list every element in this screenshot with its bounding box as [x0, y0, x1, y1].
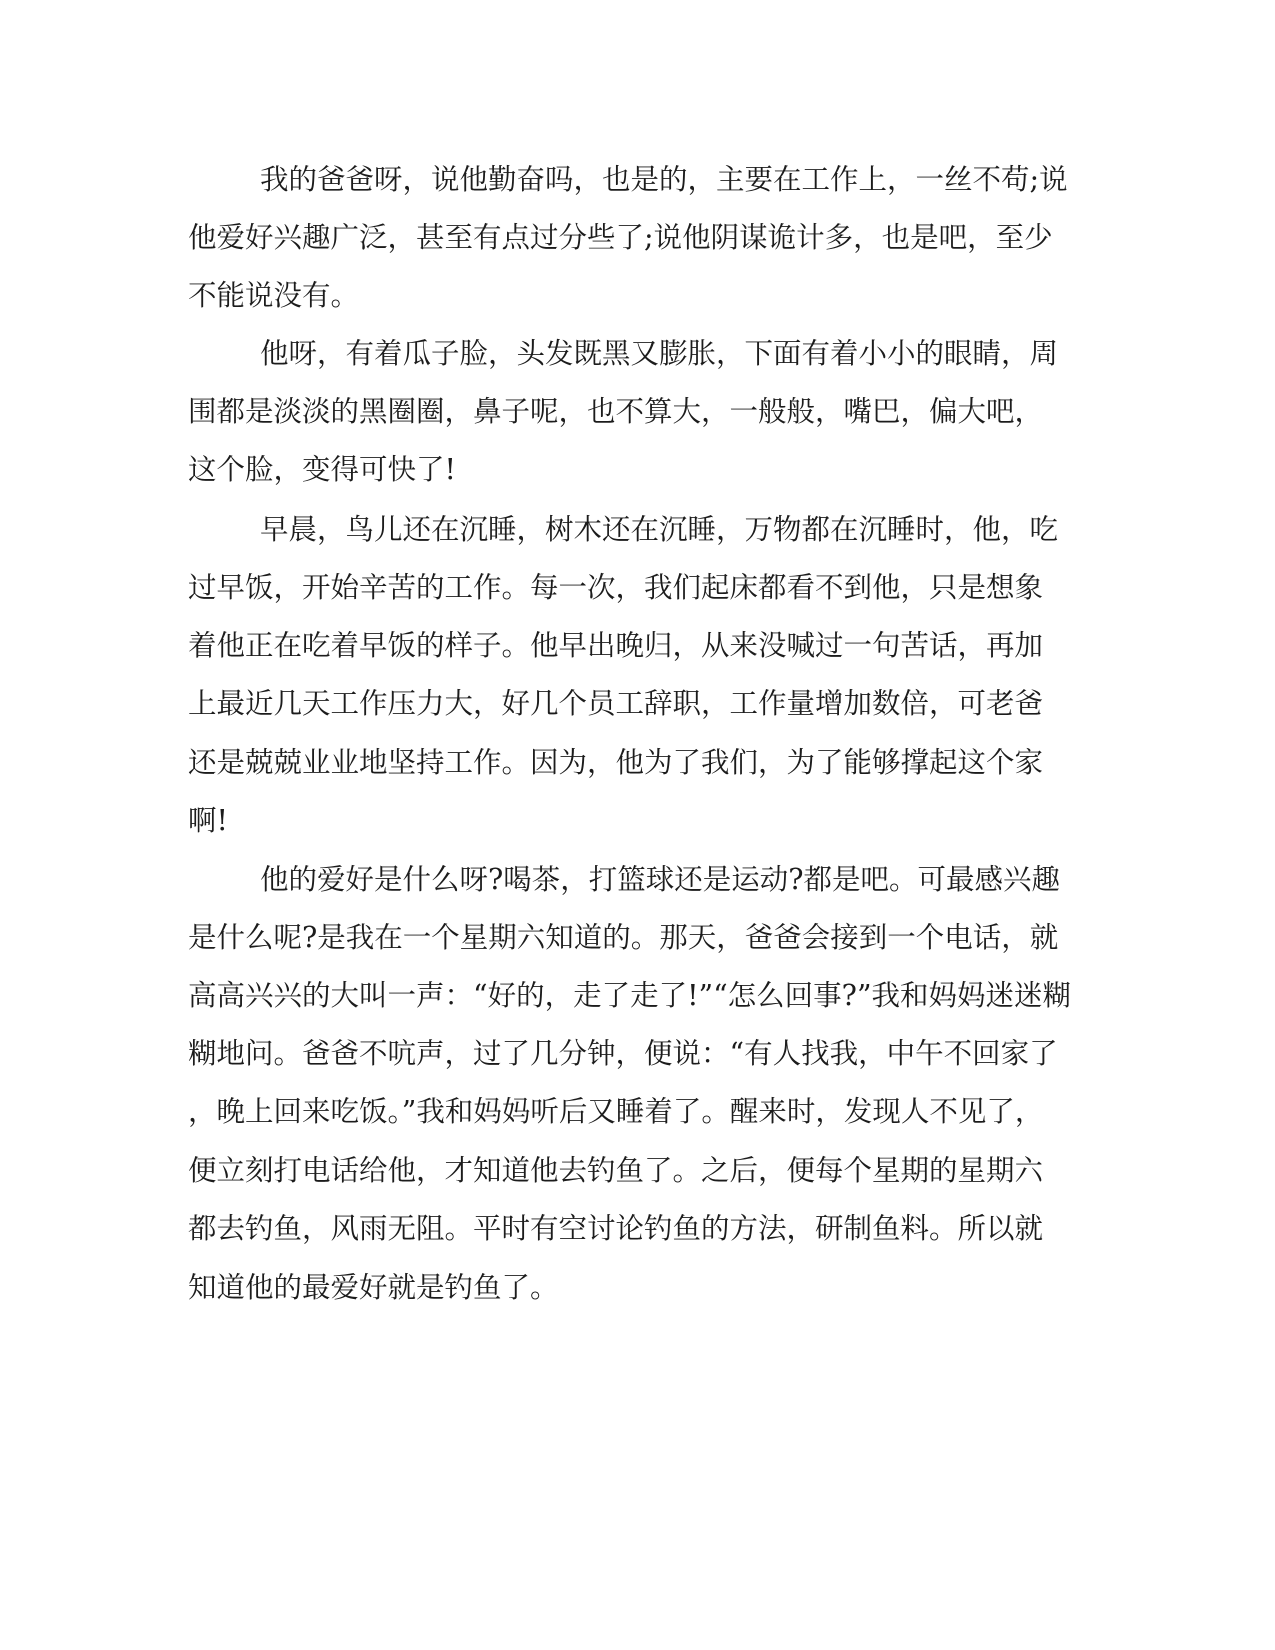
- paragraph-3-line-5: 还是兢兢业业地坚持工作。因为，他为了我们，为了能够撑起这个家: [188, 746, 1044, 779]
- paragraph-4-line-7: 都去钓鱼，风雨无阻。平时有空讨论钓鱼的方法，研制鱼料。所以就: [188, 1212, 1044, 1245]
- paragraph-3-line-6: 啊!: [188, 804, 228, 837]
- paragraph-4-line-1: 他的爱好是什么呀?喝茶，打篮球还是运动?都是吧。可最感兴趣: [260, 863, 1061, 896]
- paragraph-2-line-3: 这个脸，变得可快了!: [188, 453, 456, 486]
- paragraph-1-line-3: 不能说没有。: [188, 279, 360, 312]
- paragraph-1-line-2: 他爱好兴趣广泛，甚至有点过分些了;说他阴谋诡计多，也是吧，至少: [188, 221, 1053, 254]
- paragraph-3-line-3: 着他正在吃着早饭的样子。他早出晚归，从来没喊过一句苦话，再加: [188, 629, 1044, 662]
- paragraph-4-line-2: 是什么呢?是我在一个星期六知道的。那天，爸爸会接到一个电话，就: [188, 921, 1059, 954]
- paragraph-1-line-1: 我的爸爸呀，说他勤奋吗，也是的，主要在工作上，一丝不苟;说: [260, 163, 1068, 196]
- paragraph-4-line-6: 便立刻打电话给他，才知道他去钓鱼了。之后，便每个星期的星期六: [188, 1154, 1044, 1187]
- paragraph-3-line-4: 上最近几天工作压力大，好几个员工辞职，工作量增加数倍，可老爸: [188, 687, 1044, 720]
- paragraph-4-line-8: 知道他的最爱好就是钓鱼了。: [188, 1271, 559, 1304]
- paragraph-3-line-1: 早晨，鸟儿还在沉睡，树木还在沉睡，万物都在沉睡时，他，吃: [260, 513, 1059, 546]
- paragraph-4-line-5: ，晚上回来吃饭。”我和妈妈听后又睡着了。醒来时，发现人不见了，: [188, 1095, 1044, 1128]
- paragraph-4-line-3: 高高兴兴的大叫一声：“好的，走了走了!”“怎么回事?”我和妈妈迷迷糊: [188, 979, 1072, 1012]
- paragraph-3-line-2: 过早饭，开始辛苦的工作。每一次，我们起床都看不到他，只是想象: [188, 571, 1044, 604]
- paragraph-2-line-2: 围都是淡淡的黑圈圈，鼻子呢，也不算大，一般般，嘴巴，偏大吧，: [188, 395, 1044, 428]
- paragraph-4-line-4: 糊地问。爸爸不吭声，过了几分钟，便说：“有人找我，中午不回家了: [188, 1037, 1058, 1070]
- paragraph-2-line-1: 他呀，有着瓜子脸，头发既黑又膨胀，下面有着小小的眼睛，周: [260, 337, 1059, 370]
